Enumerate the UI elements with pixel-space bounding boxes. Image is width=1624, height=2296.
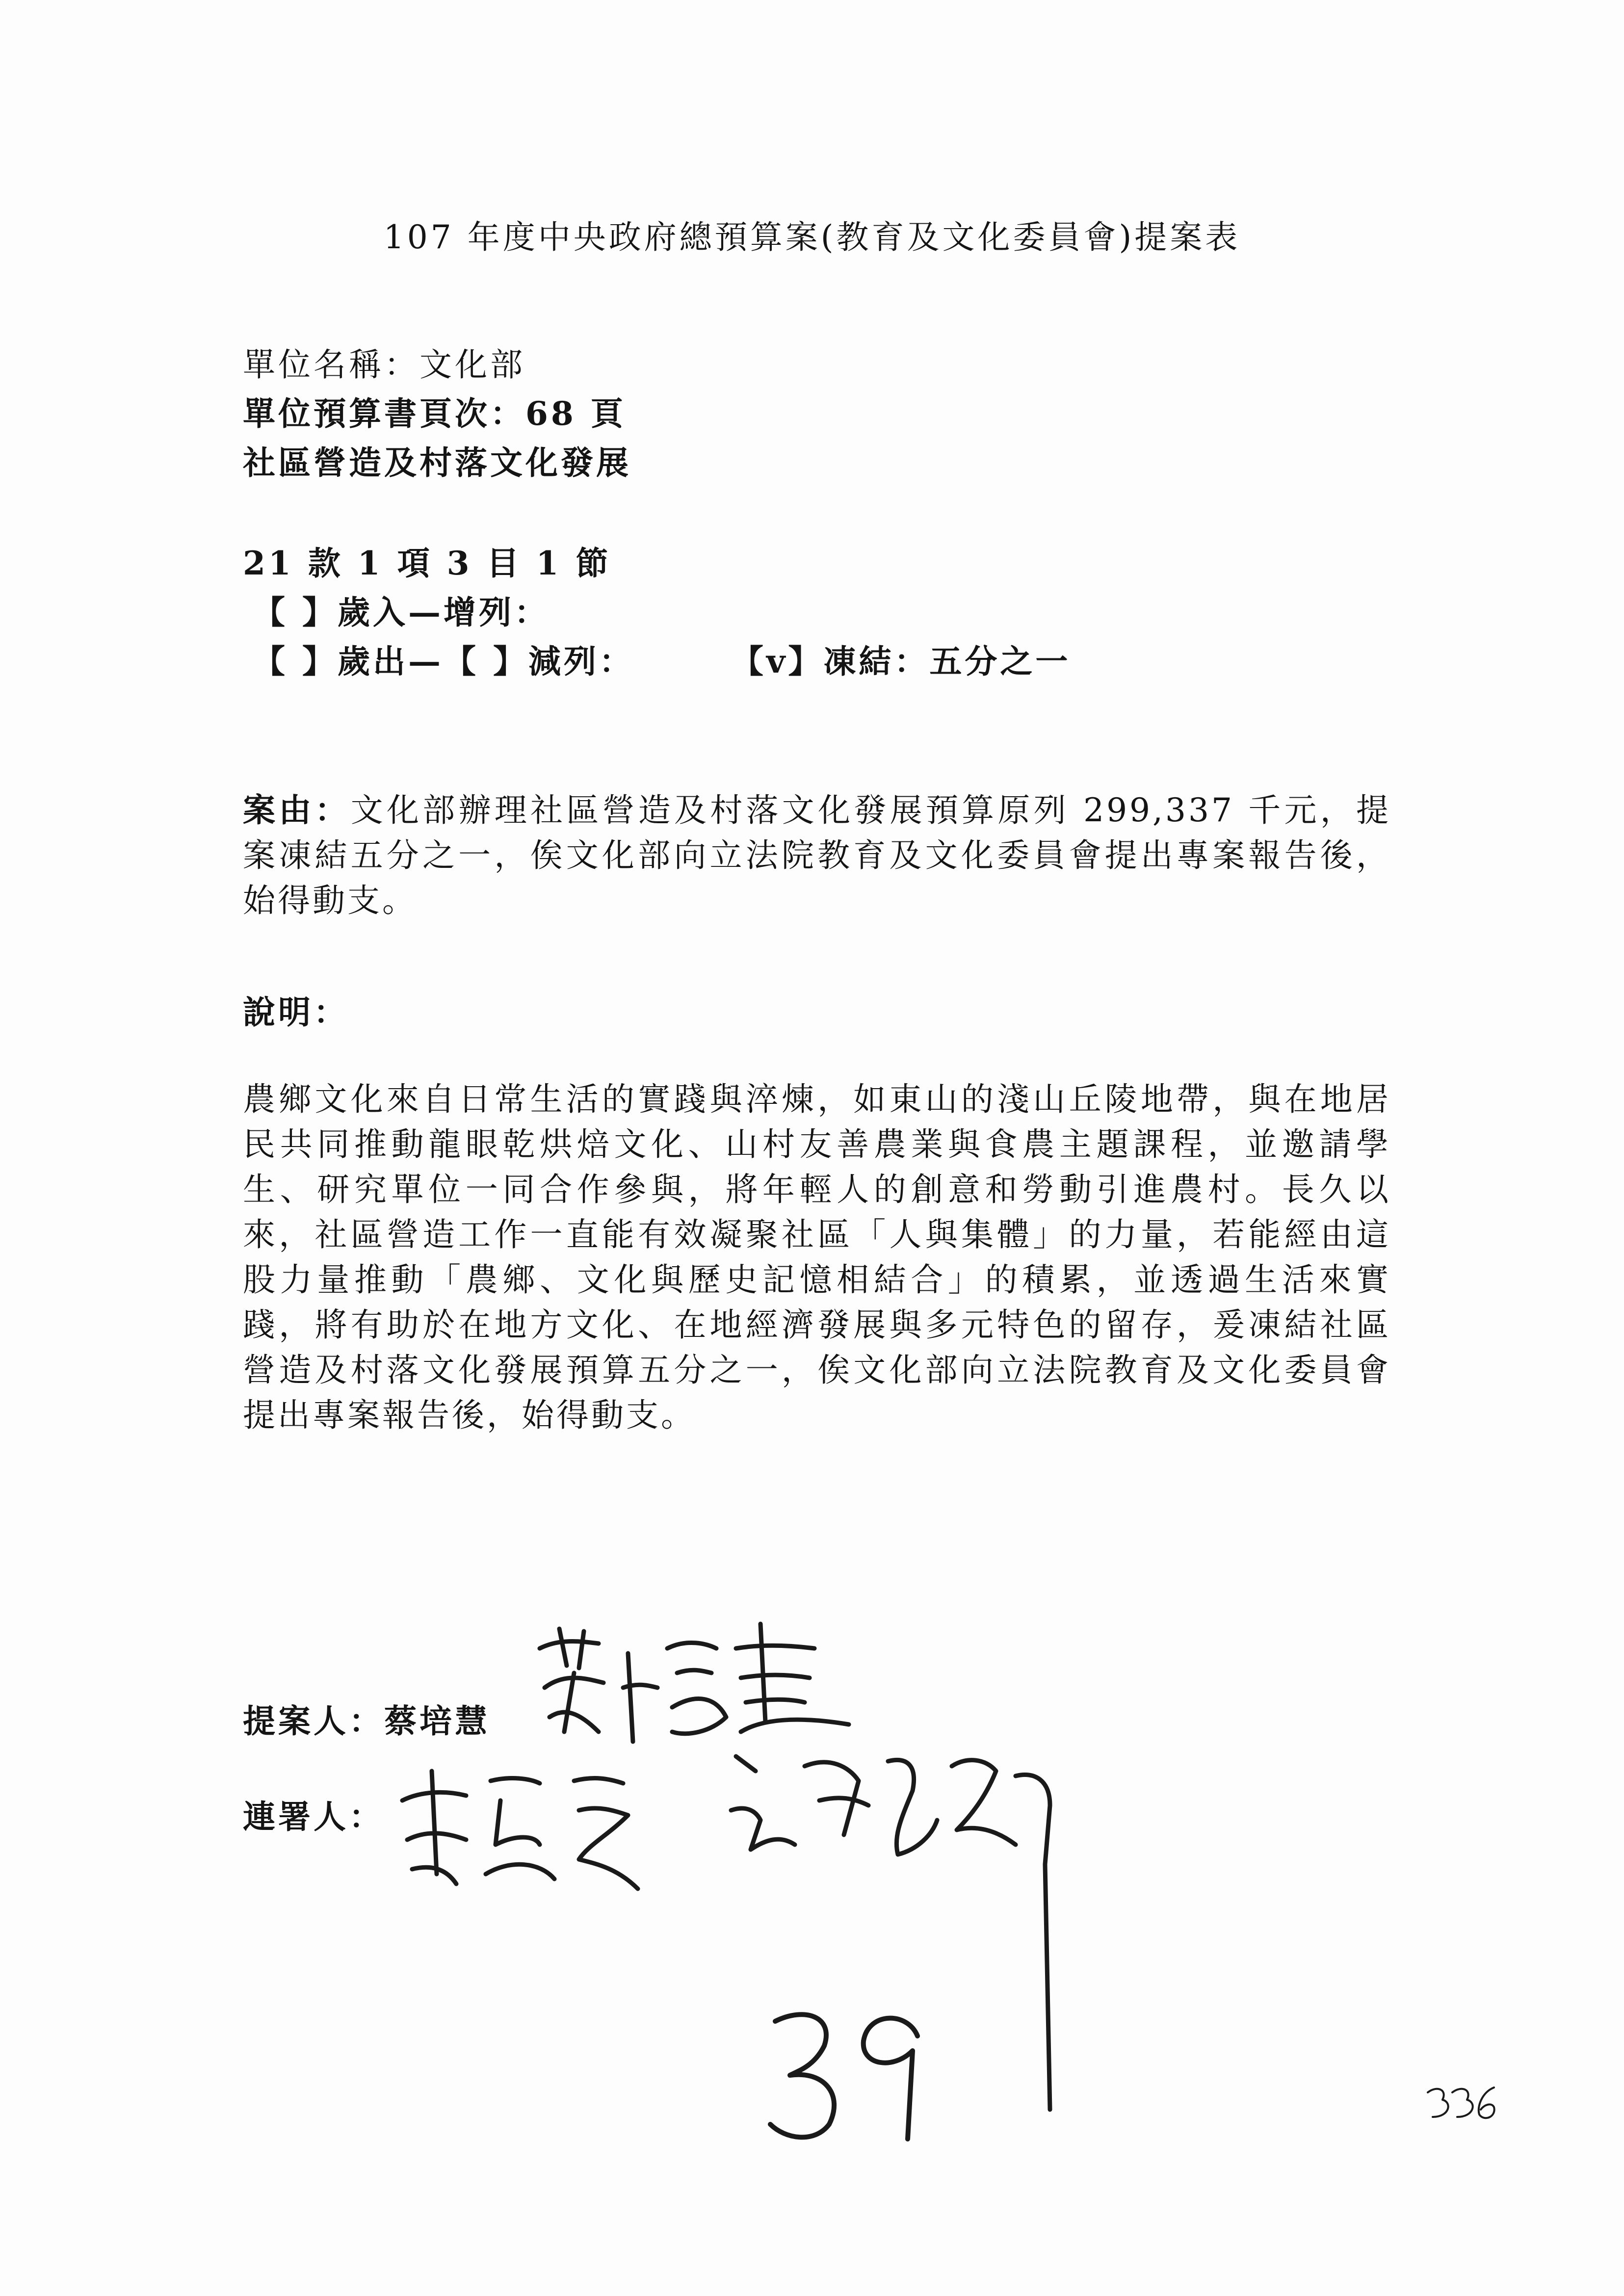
document-title: 107 年度中央政府總預算案(教育及文化委員會)提案表 — [383, 218, 1241, 256]
expenditure-line: 【 】歲出—【 】減列： — [253, 642, 634, 680]
description-paragraph: 農鄉文化來自日常生活的實踐與淬煉，如東山的淺山丘陵地帶，與在地居民共同推動龍眼乾烘焙文化、山村友善農業與食農主題課程，並邀請學生、研究單位一同合作參與，將年輕人的創意和勞動引進農村。長久以來，社區營造工作一直能有效凝聚社區「人與集體」的力量，若能經由這股力量推動「農鄉、文化與歷史記憶相結合」的積累，並透過生活來實踐，將有助於在地方文化、在地經濟發展與多元特色的留存，爰凍結社區營造及村落文化發展預算五分之一，俟文化部向立法院教育及文化委員會提出專案報告後，始得動支。 — [243, 1080, 1391, 1434]
unit-name: 單位名稱：文化部 — [243, 346, 525, 384]
proposer-label: 提案人：蔡培慧 — [243, 1702, 490, 1740]
handwritten-number — [760, 2002, 927, 2149]
item-code: 21 款 1 項 3 目 1 節 — [243, 544, 611, 582]
revenue-line: 【 】歲入—增列： — [253, 593, 550, 631]
reason-label: 案由： — [243, 791, 351, 829]
program-name: 社區營造及村落文化發展 — [243, 444, 631, 482]
cosigner-label: 連署人： — [243, 1798, 384, 1836]
page-stamp-number — [1423, 2083, 1501, 2127]
freeze-line: 【v】凍結：五分之一 — [731, 642, 1071, 680]
description-label: 說明： — [243, 993, 349, 1031]
reason-paragraph — [243, 787, 1391, 923]
cosigner-1-signature — [393, 1761, 648, 1908]
budget-page: 單位預算書頁次：68 頁 — [243, 394, 626, 433]
reason-text: 文化部辦理社區營造及村落文化發展預算原列 299,337 千元，提案凍結五分之一，俟文化部向立法院教育及文化委員會提出專案報告後，始得動支。 — [243, 791, 1391, 919]
